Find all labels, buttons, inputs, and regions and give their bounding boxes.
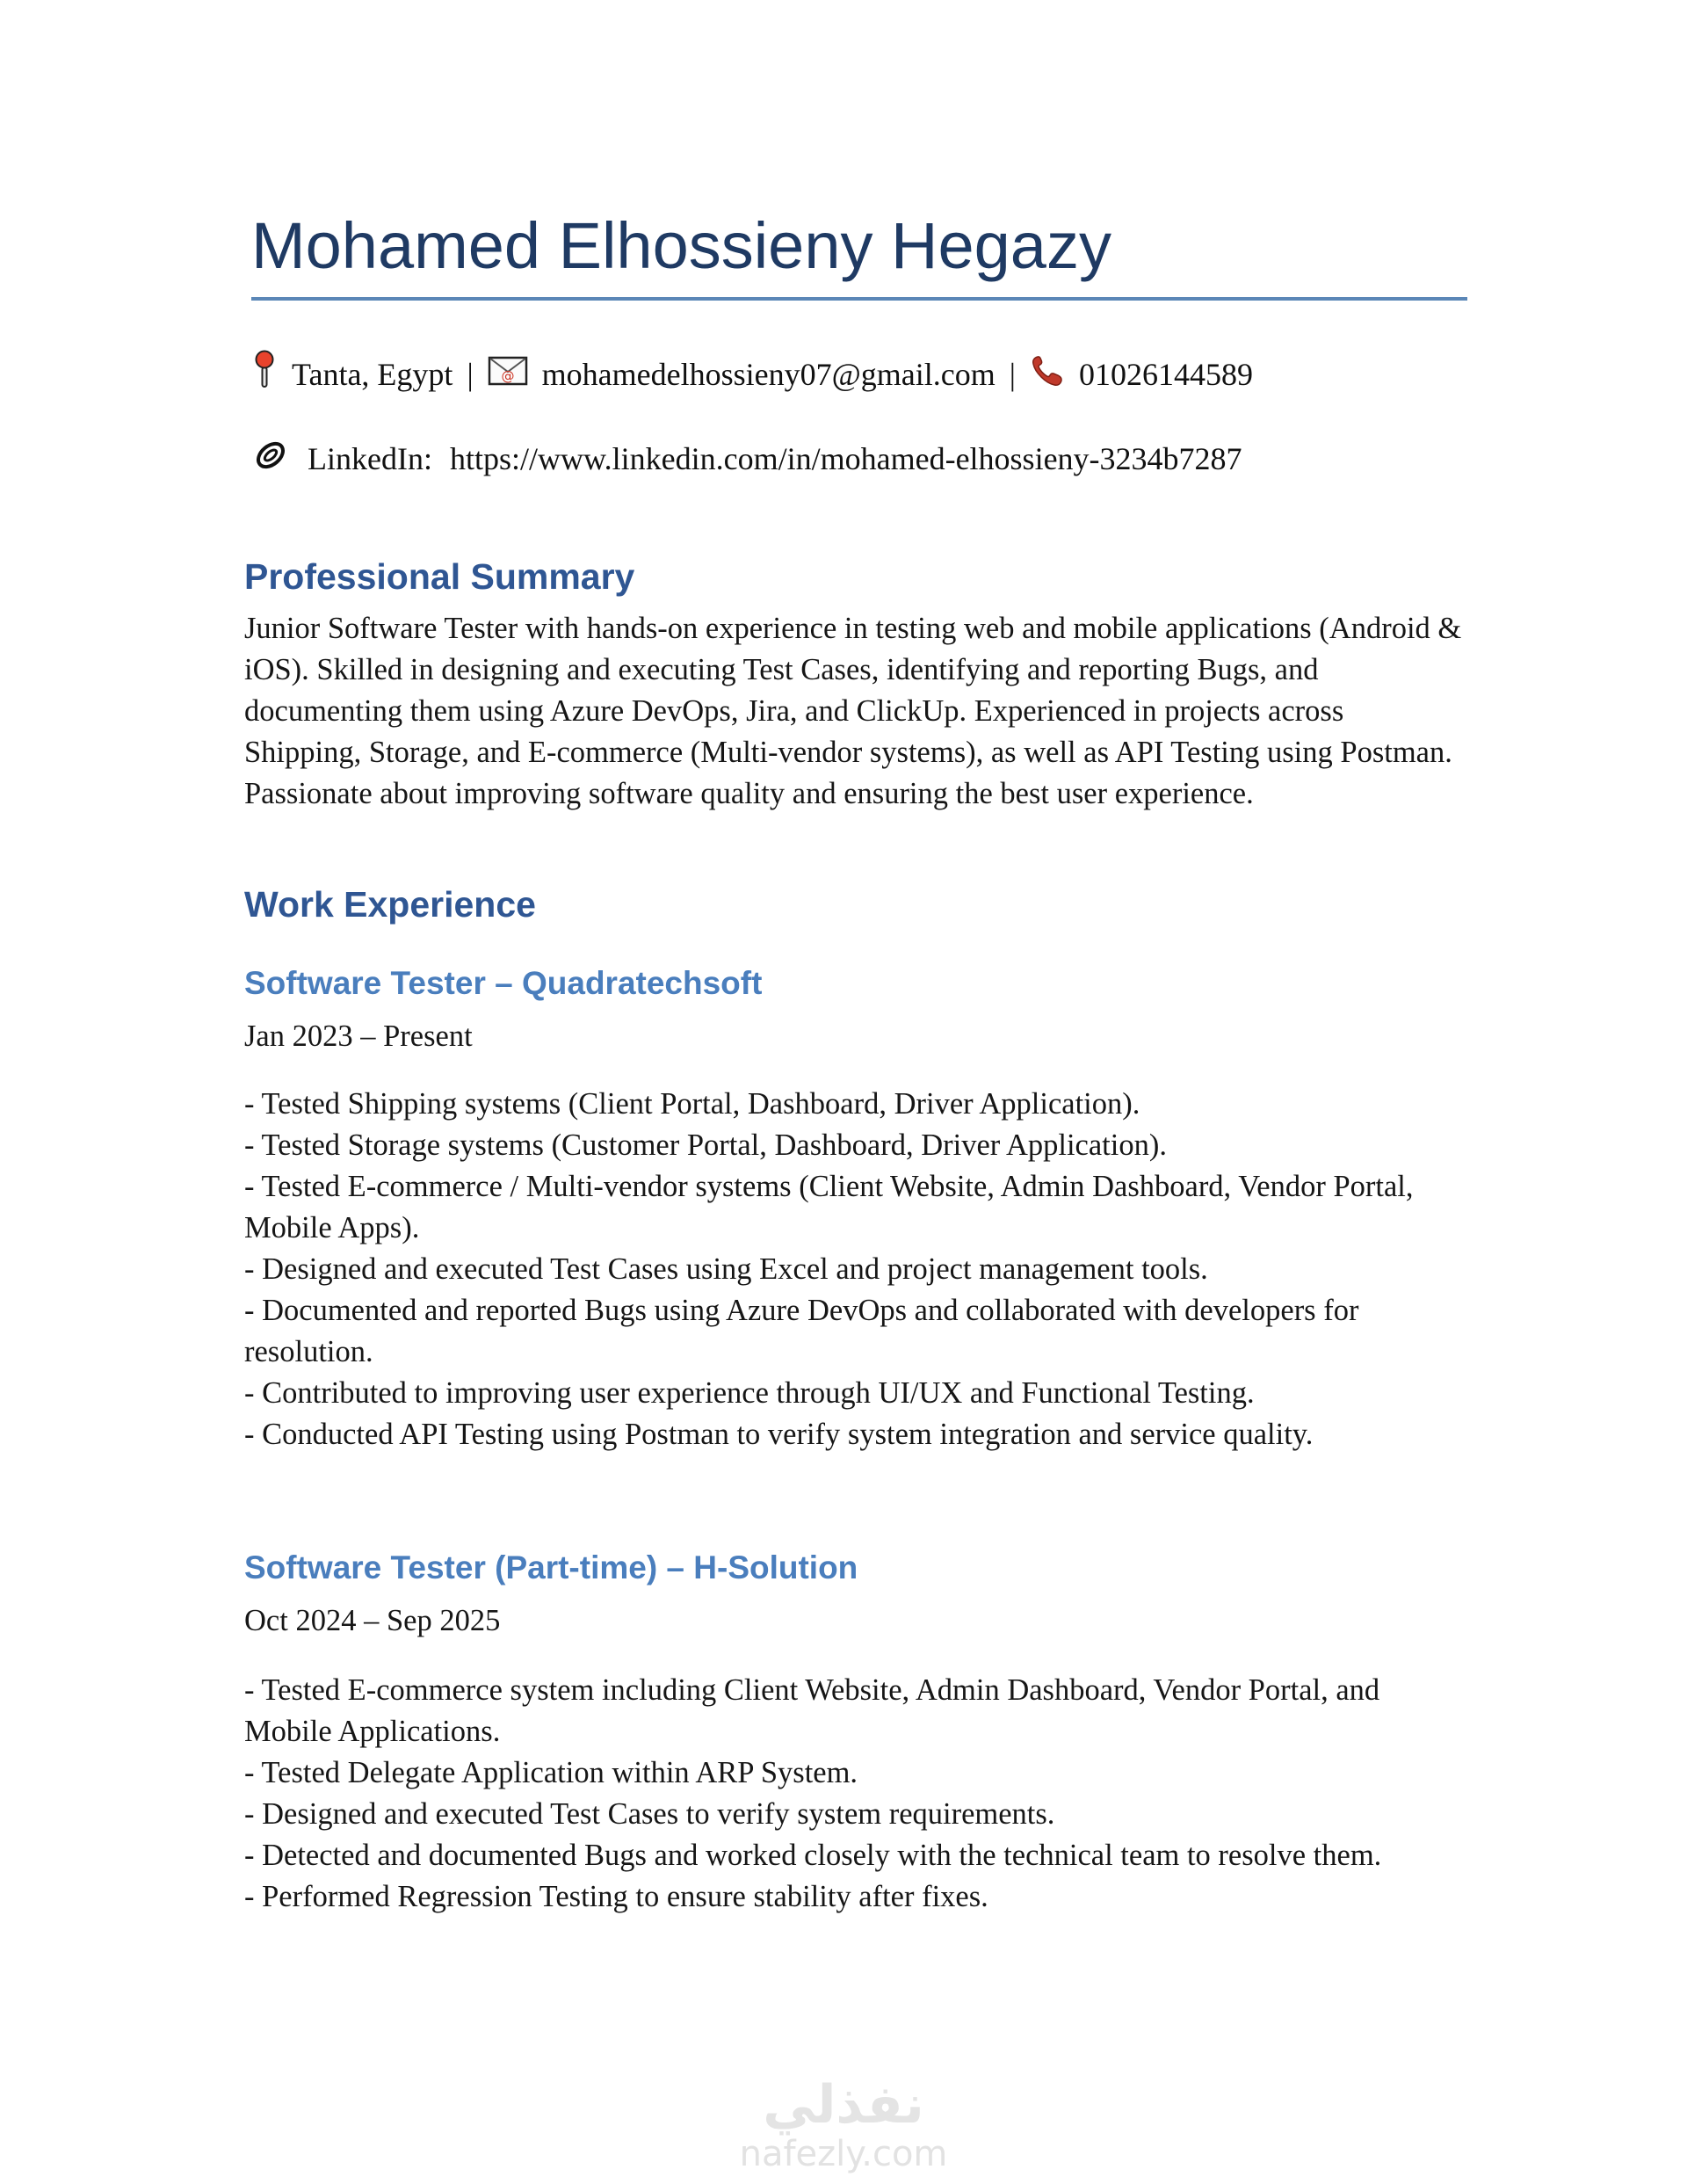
job-bullets-quadratechsoft (244, 1084, 1467, 1455)
bullet-item: - Designed and executed Test Cases to verify system requirements. (244, 1797, 1055, 1831)
bullet-item: - Documented and reported Bugs using Azure DevOps and collaborated with developers for resolution. (244, 1294, 1359, 1368)
watermark-domain: nafezly.com (739, 2134, 948, 2174)
email-icon (488, 356, 528, 393)
bullet-item: - Conducted API Testing using Postman to verify system integration and service quality. (244, 1418, 1314, 1451)
job-title-quadratechsoft: Software Tester – Quadratechsoft (244, 965, 763, 1001)
linkedin-label: LinkedIn: (308, 441, 432, 476)
link-icon (251, 436, 290, 482)
linkedin-url[interactable]: https://www.linkedin.com/in/mohamed-elhossieny-3234b7287 (449, 441, 1242, 476)
job-title-h-solution: Software Tester (Part-time) – H-Solution (244, 1549, 858, 1585)
summary-text: Junior Software Tester with hands-on experience in testing web and mobile applications (Android & iOS). Skilled in designing and executing Test Cases, identifying and reporting Bugs, and documenting them using Azure DevOps, Jira, and ClickUp. Experienced in projects across Shipping, Storage, and E-commerce (Multi-vendor systems), as well as API Testing using Postman. Passionate about improving software quality and ensuring the best user experience. (244, 612, 1462, 810)
bullet-item: - Designed and executed Test Cases using Excel and project management tools. (244, 1252, 1208, 1286)
bullet-item: - Tested E-commerce system including Client Website, Admin Dashboard, Vendor Portal, and Mobile Applications. (244, 1673, 1380, 1748)
bullet-item: - Detected and documented Bugs and worked closely with the technical team to resolve them. (244, 1839, 1382, 1872)
svg-text:@: @ (501, 368, 515, 384)
contact-email[interactable]: mohamedelhossieny07@gmail.com (541, 357, 996, 392)
bullet-item: - Tested Shipping systems (Client Portal, Dashboard, Driver Application). (244, 1087, 1140, 1121)
work-experience-heading: Work Experience (244, 884, 536, 925)
summary-heading: Professional Summary (244, 556, 635, 597)
watermark-arabic-logo: نفذلي (763, 2074, 924, 2136)
bullet-item: - Contributed to improving user experience through UI/UX and Functional Testing. (244, 1376, 1255, 1410)
job-dates: Oct 2024 – Sep 2025 (244, 1604, 501, 1637)
pin-icon (251, 350, 278, 399)
bullet-item: - Tested Storage systems (Customer Portal, Dashboard, Driver Application). (244, 1128, 1167, 1162)
contact-separator: | (1009, 357, 1016, 392)
job-dates: Jan 2023 – Present (244, 1019, 473, 1053)
bullet-item: - Tested E-commerce / Multi-vendor systems (Client Website, Admin Dashboard, Vendor Portal, Mobile Apps). (244, 1170, 1414, 1244)
bullet-item: - Performed Regression Testing to ensure stability after fixes. (244, 1880, 988, 1913)
job-bullets-h-solution (244, 1670, 1467, 1918)
phone-icon (1030, 353, 1065, 395)
nafezly-watermark (740, 2076, 948, 2173)
contact-line (251, 350, 1467, 399)
page-title: Mohamed Elhossieny Hegazy (251, 214, 1467, 301)
contact-location: Tanta, Egypt (292, 357, 453, 392)
linkedin-line (251, 436, 1467, 482)
contact-separator: | (467, 357, 474, 392)
bullet-item: - Tested Delegate Application within ARP System. (244, 1756, 858, 1789)
contact-phone: 01026144589 (1078, 357, 1253, 392)
